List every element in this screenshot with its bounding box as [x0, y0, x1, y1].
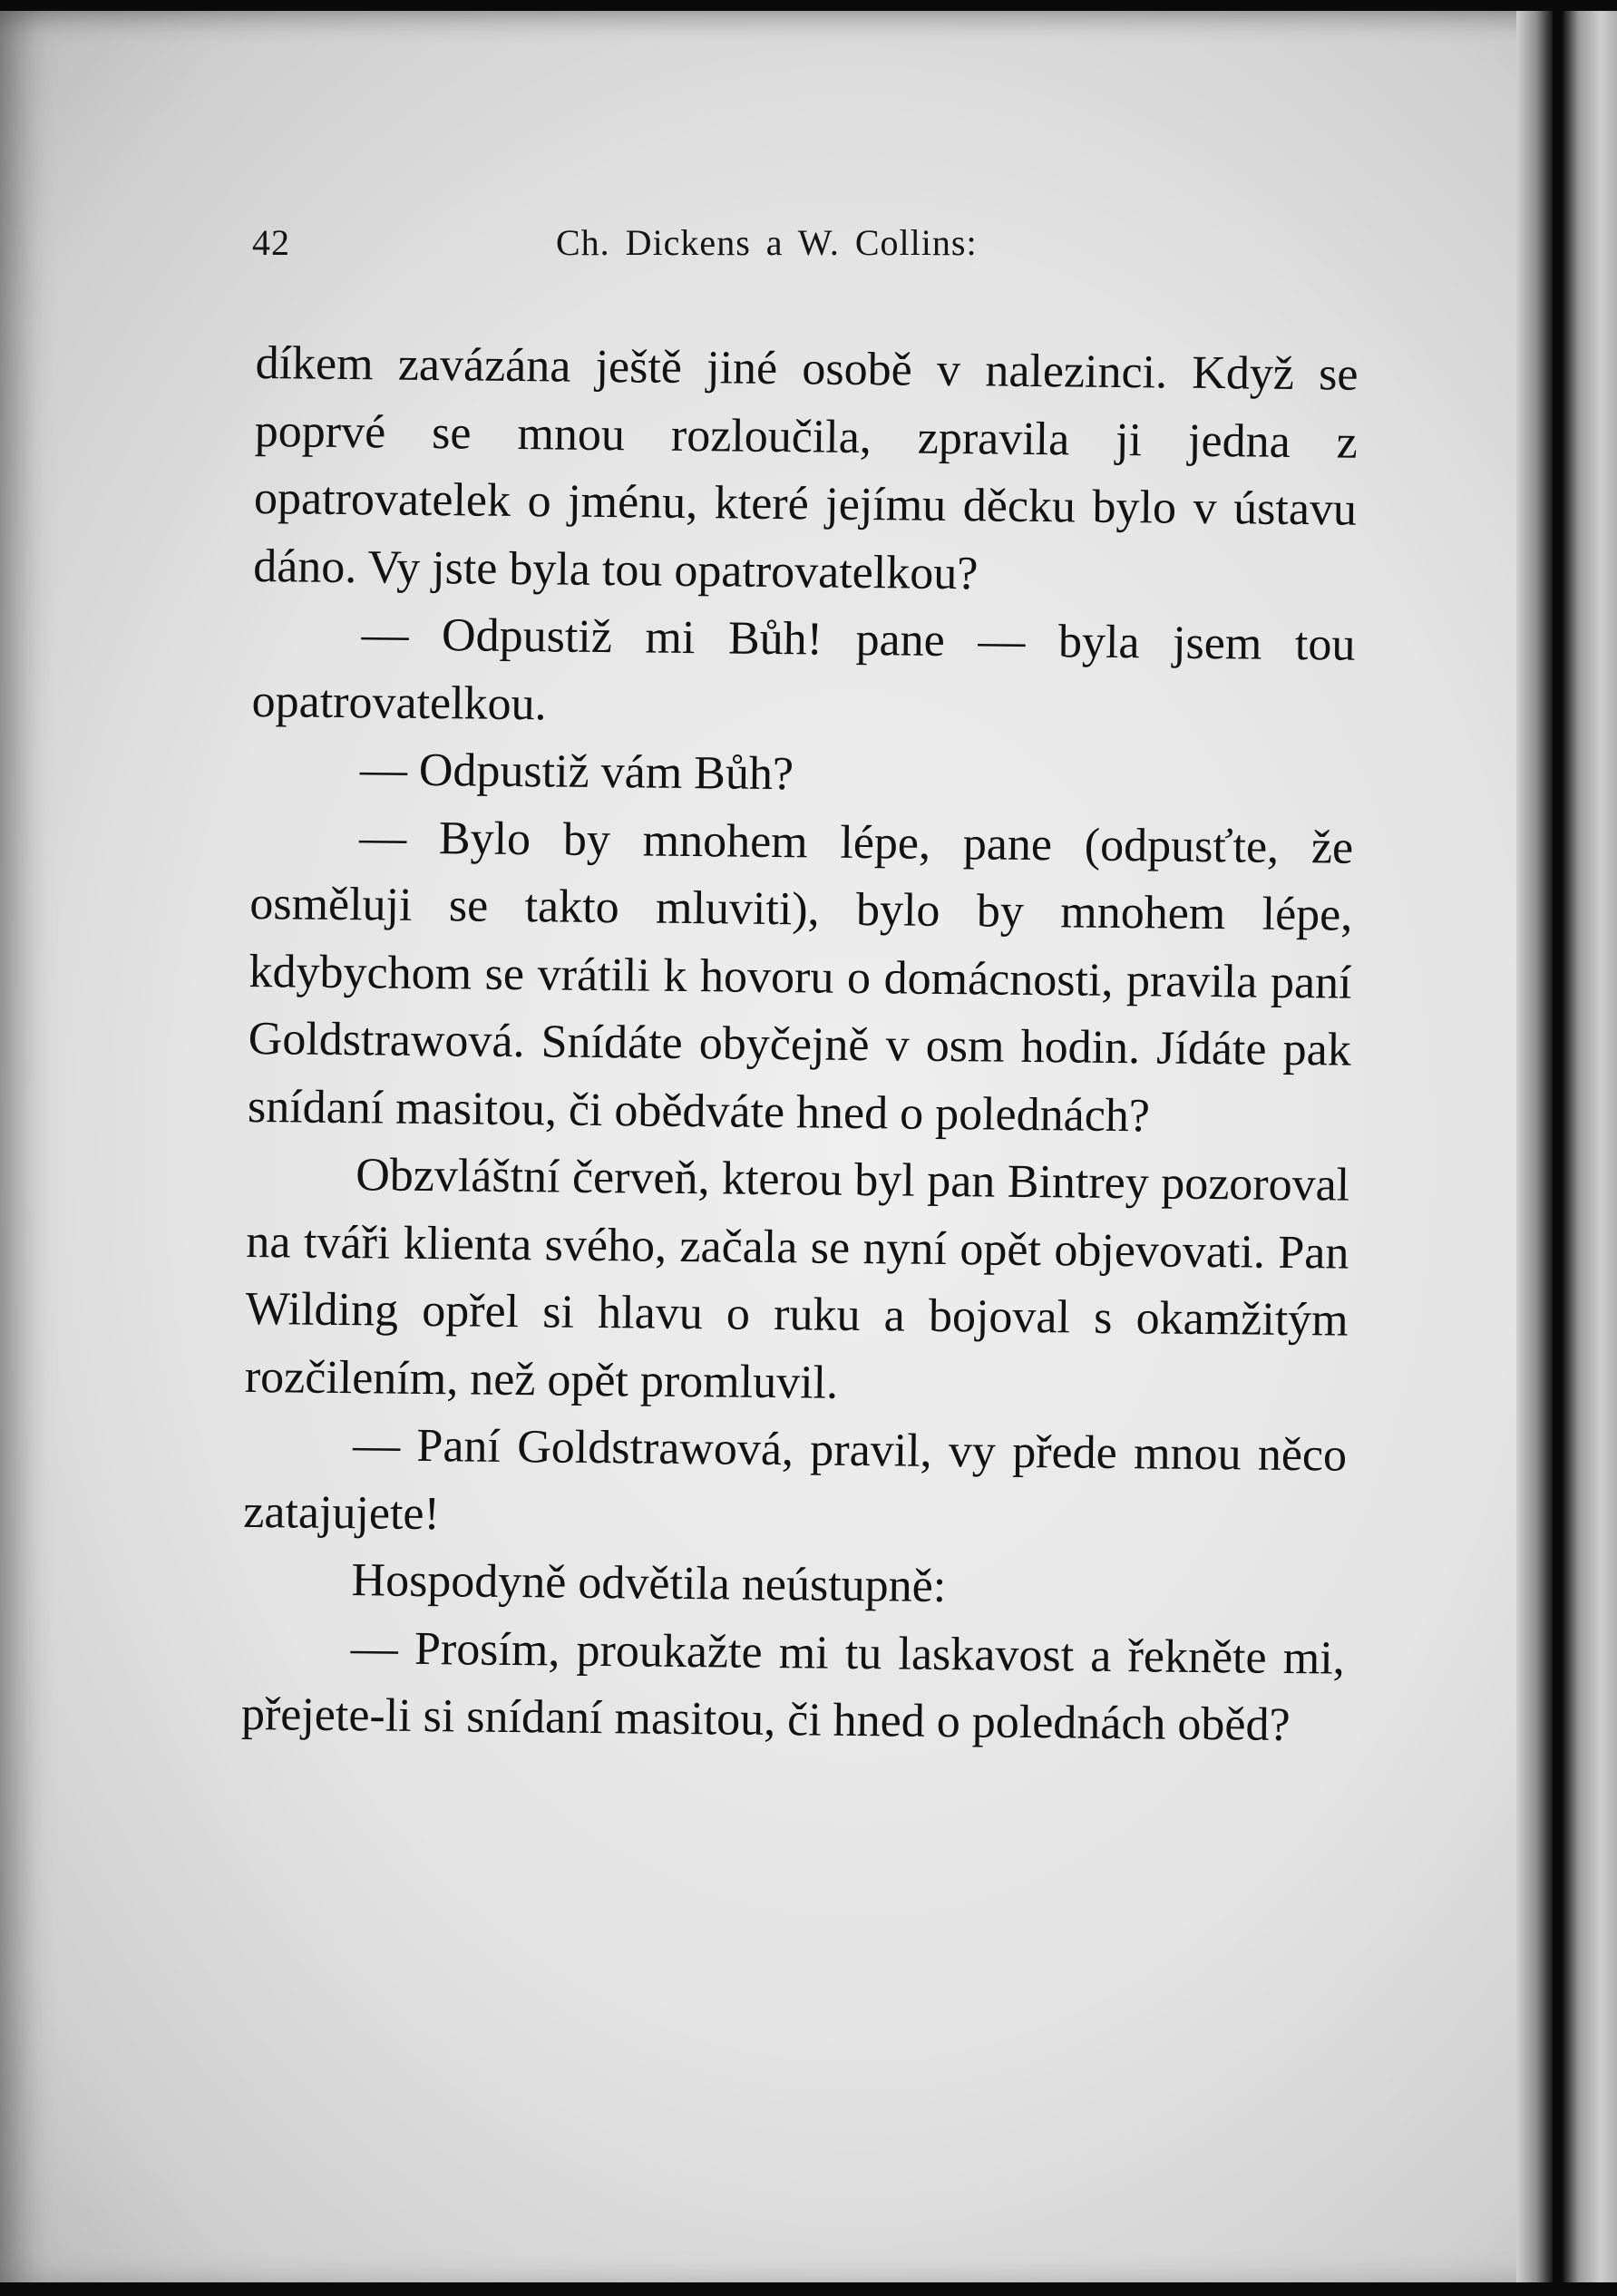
paragraph: díkem zavázána ještě jiné osobě v nalezinci. Když se poprvé se mnou rozloučila, zpravila ji jedna z opatrovatelek o jménu, které jejímu děcku bylo v ústavu dáno. Vy jste byla tou opatrovatelkou? [252, 336, 1359, 599]
paragraph: — Bylo by mnohem lépe, pane (odpusťte, že osměluji se takto mluviti), bylo by mnohem lépe, kdybychom se vrátili k hovoru o domácnosti, pravila paní Goldstrawová. Snídáte obyčejně v osm hodin. Jídáte pak snídaní masitou, či obědváte hned o polednách? [247, 811, 1354, 1142]
paragraph: — Paní Goldstrawová, pravil, vy přede mnou něco zatajujete! [243, 1419, 1348, 1540]
running-head: Ch. Dickens a W. Collins: [556, 222, 978, 263]
adjacent-page-edge [1563, 11, 1617, 2282]
paragraph: — Odpustiž mi Bůh! pane — byla jsem tou opatrovatelkou. [251, 608, 1356, 730]
page-sheet [0, 11, 1553, 2282]
page-edge [1516, 11, 1553, 2282]
paragraph: Hospodyně odvětila neústupně: [351, 1554, 947, 1613]
paragraph: — Prosím, proukažte mi tu laskavost a řekněte mi, přejete-li si snídaní masitou, či hned o polednách oběd? [240, 1621, 1346, 1752]
body-text [241, 330, 1359, 1760]
paragraph: — Odpustiž vám Bůh? [359, 744, 794, 801]
paragraph: Obzvláštní červeň, kterou byl pan Bintrey pozoroval na tváři klienta svého, začala se nyní opět objevovati. Pan Wilding opřel si hlavu o ruku a bojoval s okamžitým rozčilením, než opět promluvil. [244, 1149, 1350, 1409]
page-number: 42 [252, 222, 290, 263]
